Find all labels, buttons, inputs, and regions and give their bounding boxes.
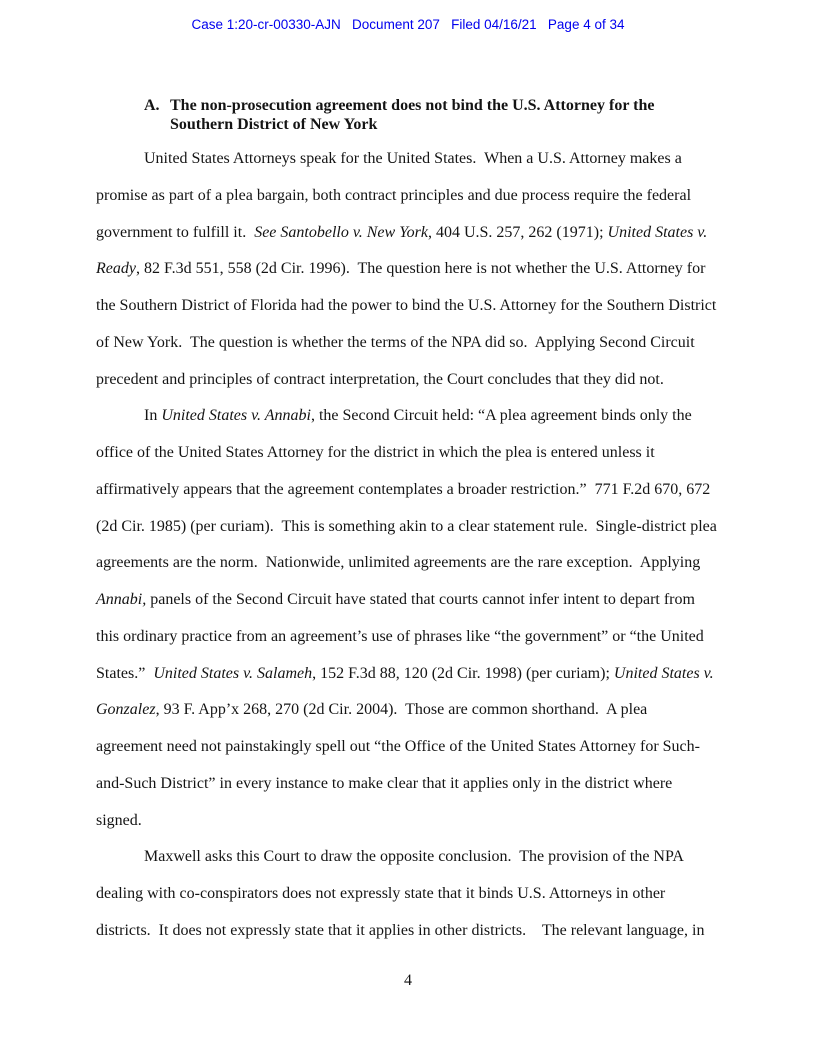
body-line	[96, 590, 720, 627]
body-line	[96, 333, 720, 370]
body-text-segment: this ordinary practice from an agreement’s use of phrases like “the government” or “the United	[96, 627, 704, 645]
body-line	[96, 811, 720, 848]
case-caption-header: Case 1:20-cr-00330-AJN Document 207 Filed 04/16/21 Page 4 of 34	[191, 17, 625, 32]
body-text-segment: Maxwell asks this Court to draw the opposite conclusion. The provision of the NPA	[144, 848, 684, 866]
body-line	[96, 921, 720, 958]
body-text-segment: affirmatively appears that the agreement contemplates a broader restriction.” 771 F.2d 670, 672	[96, 480, 711, 498]
body-line	[96, 627, 720, 664]
body-text-segment: signed.	[96, 811, 142, 829]
body-line	[96, 847, 720, 884]
body-line	[96, 517, 720, 554]
body-text	[96, 149, 720, 958]
body-line	[96, 296, 720, 333]
body-line	[96, 443, 720, 480]
body-text-segment: agreements are the norm. Nationwide, unlimited agreements are the rare exception. Applying	[96, 554, 701, 572]
body-line	[96, 259, 720, 296]
citation-text: United States v. Annabi	[161, 407, 311, 425]
citation-text: United States v.	[613, 664, 714, 682]
citation-text: United States v. Salameh	[153, 664, 313, 682]
body-text-segment: , 82 F.3d 551, 558 (2d Cir. 1996). The question here is not whether the U.S. Attorney for	[135, 260, 706, 278]
body-text-segment: agreement need not painstakingly spell out “the Office of the United States Attorney for Such-	[96, 738, 700, 755]
body-text-segment: government to fulfill it.	[96, 223, 255, 241]
body-text-segment: and-Such District” in every instance to make clear that it applies only in the district where	[96, 774, 673, 792]
body-line	[96, 774, 720, 811]
body-line	[96, 480, 720, 517]
citation-text: Annabi,	[96, 591, 147, 608]
body-text-segment: , 404 U.S. 257, 262 (1971);	[427, 223, 608, 241]
body-text-segment: , 152 F.3d 88, 120 (2d Cir. 1998) (per curiam);	[312, 664, 614, 682]
body-text-segment: (2d Cir. 1985) (per curiam). This is something akin to a clear statement rule. Single-district plea	[96, 517, 717, 535]
body-text-segment: United States Attorneys speak for the United States. When a U.S. Attorney makes a	[144, 150, 682, 167]
body-line	[96, 553, 720, 590]
body-text-segment: the Southern District of Florida had the power to bind the U.S. Attorney for the Southern District	[96, 297, 717, 314]
body-line	[96, 149, 720, 186]
body-text-segment: promise as part of a plea bargain, both contract principles and due process require the federal	[96, 186, 692, 204]
page-number: 4	[404, 972, 412, 989]
section-heading-text	[170, 96, 684, 134]
citation-text: Gonzalez	[96, 701, 156, 719]
body-line	[96, 884, 720, 921]
section-heading-line: The non-prosecution agreement does not bind the U.S. Attorney for the	[170, 97, 655, 114]
body-line	[96, 186, 720, 223]
body-text-segment: States.”	[96, 664, 154, 682]
section-heading-line: Southern District of New York	[170, 116, 378, 133]
body-line	[96, 223, 720, 260]
body-line	[96, 406, 720, 443]
body-text-segment: precedent and principles of contract interpretation, the Court concludes that they did not.	[96, 370, 664, 388]
section-heading-label: A.	[144, 97, 160, 114]
section-heading	[144, 96, 684, 134]
body-line	[96, 737, 720, 774]
body-text-segment: districts. It does not expressly state that it applies in other districts. The relevant language, in	[96, 921, 705, 939]
body-text-segment: In	[144, 407, 162, 425]
body-text-segment: , the Second Circuit held: “A plea agreement binds only the	[310, 407, 692, 425]
body-text-segment: office of the United States Attorney for the district in which the plea is entered unless it	[96, 444, 655, 461]
body-text-segment: dealing with co-conspirators does not expressly state that it binds U.S. Attorneys in other	[96, 885, 666, 902]
citation-text: See Santobello v. New York	[254, 223, 428, 241]
body-text-segment: panels of the Second Circuit have stated that courts cannot infer intent to depart from	[146, 591, 695, 608]
body-line	[96, 370, 720, 407]
citation-text: United States v.	[607, 223, 708, 241]
body-line	[96, 664, 720, 701]
body-line	[96, 700, 720, 737]
citation-text: Ready	[96, 260, 136, 278]
body-text-segment: , 93 F. App’x 268, 270 (2d Cir. 2004). Those are common shorthand. A plea	[155, 701, 648, 719]
body-text-segment: of New York. The question is whether the terms of the NPA did so. Applying Second Circuit	[96, 333, 695, 351]
